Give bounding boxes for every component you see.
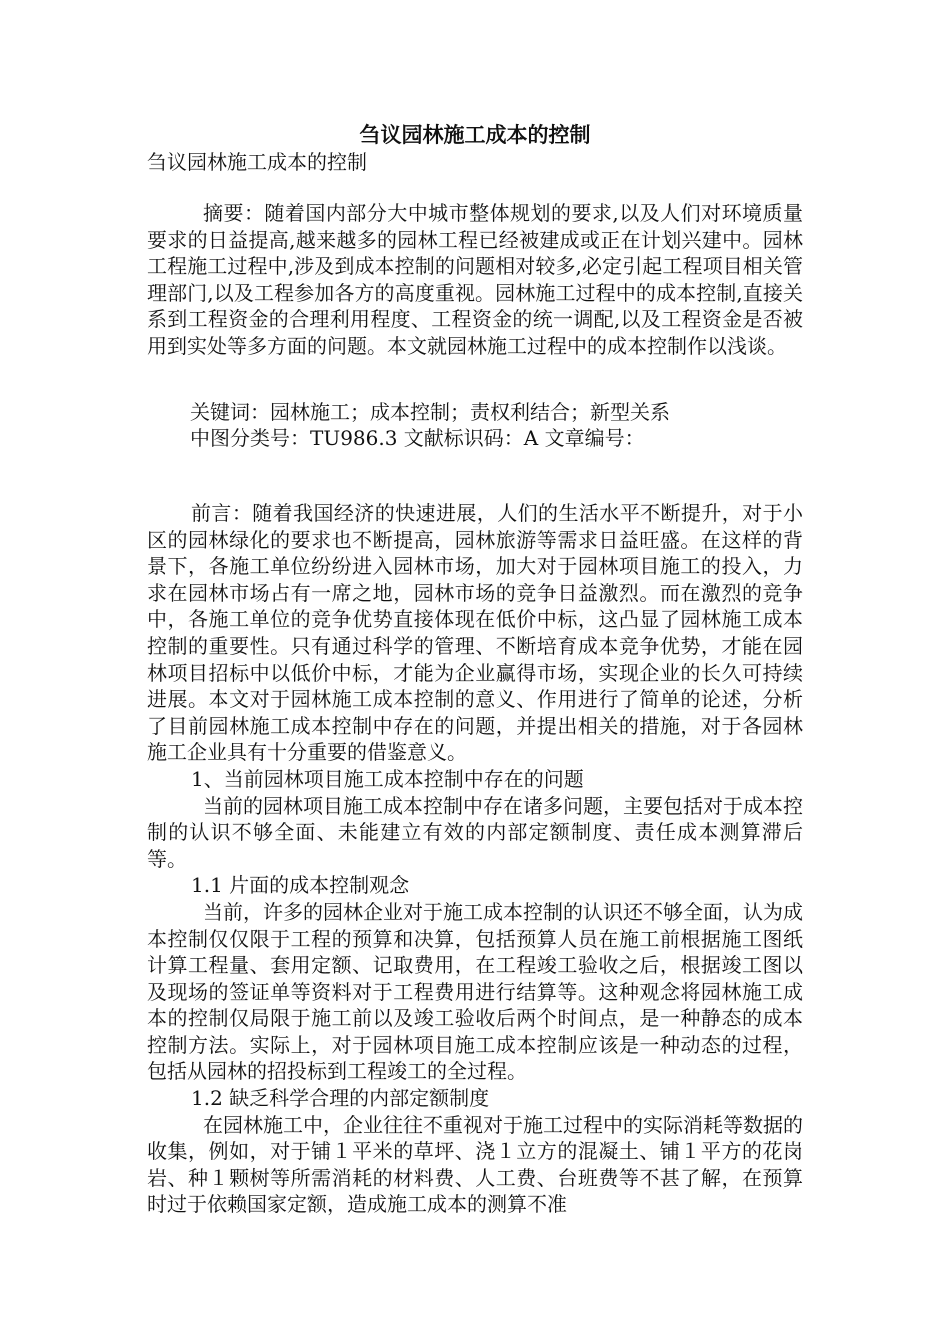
classification-line: 中图分类号：TU986.3 文献标识码：A 文章编号： [190, 426, 645, 450]
section-1-2-heading: 1.2 缺乏科学合理的内部定额制度 [191, 1086, 490, 1111]
keywords-line: 关键词：园林施工；成本控制；责权利结合；新型关系 [190, 400, 670, 424]
document-title: 刍议园林施工成本的控制 [359, 122, 591, 147]
abstract-paragraph: 摘要：随着国内部分大中城市整体规划的要求,以及人们对环境质量要求的日益提高,越来越多的园林工程已经被建成或正在计划兴建中。园林工程施工过程中,涉及到成本控制的问题相对较多,必定引起工程项目相关管理部门,以及工程参加各方的高度重视。园林施工过程中的成本控制,直接关系到工程资金的合理利用程度、工程资金的统一调配,以及工程资金是否被用到实处等多方面的问题。本文就园林施工过程中的成本控制作以浅谈。 [147, 201, 803, 358]
section-1-1-paragraph: 当前，许多的园林企业对于施工成本控制的认识还不够全面，认为成本控制仅仅限于工程的预算和决算，包括预算人员在施工前根据施工图纸计算工程量、套用定额、记取费用，在工程竣工验收之后，根据竣工图以及现场的签证单等资料对于工程费用进行结算等。这种观念将园林施工成本的控制仅局限于施工前以及竣工验收后两个时间点，是一种静态的成本控制方法。实际上，对于园林项目施工成本控制应该是一种动态的过程，包括从园林的招投标到工程竣工的全过程。 [147, 899, 803, 1084]
body-block [147, 500, 803, 1218]
document-subtitle: 刍议园林施工成本的控制 [147, 150, 367, 174]
abstract-block [147, 200, 803, 360]
preface-paragraph: 前言：随着我国经济的快速进展，人们的生活水平不断提升，对于小区的园林绿化的要求也不断提高，园林旅游等需求日益旺盛。在这样的背景下，各施工单位纷纷进入园林市场，加大对于园林项目施工的投入，力求在园林市场占有一席之地，园林市场的竞争日益激烈。而在激烈的竞争中，各施工单位的竞争优势直接体现在低价中标，这凸显了园林施工成本控制的重要性。只有通过科学的管理、不断培育成本竞争优势，才能在园林项目招标中以低价中标，才能为企业赢得市场，实现企业的长久可持续进展。本文对于园林施工成本控制的意义、作用进行了简单的论述，分析了目前园林施工成本控制中存在的问题，并提出相关的措施，对于各园林施工企业具有十分重要的借鉴意义。 [147, 501, 803, 765]
section-1-1-heading: 1.1 片面的成本控制观念 [191, 873, 410, 898]
section-1-2-paragraph: 在园林施工中，企业往往不重视对于施工过程中的实际消耗等数据的收集，例如，对于铺１平米的草坪、浇１立方的混凝土、铺１平方的花岗岩、种１颗树等所需消耗的材料费、人工费、台班费等不甚了解，在预算时过于依赖国家定额，造成施工成本的测算不准 [147, 1112, 803, 1217]
section-1-heading: 1、当前园林项目施工成本控制中存在的问题 [191, 766, 584, 791]
section-1-paragraph: 当前的园林项目施工成本控制中存在诸多问题，主要包括对于成本控制的认识不够全面、未能建立有效的内部定额制度、责任成本测算滞后等。 [147, 793, 803, 871]
